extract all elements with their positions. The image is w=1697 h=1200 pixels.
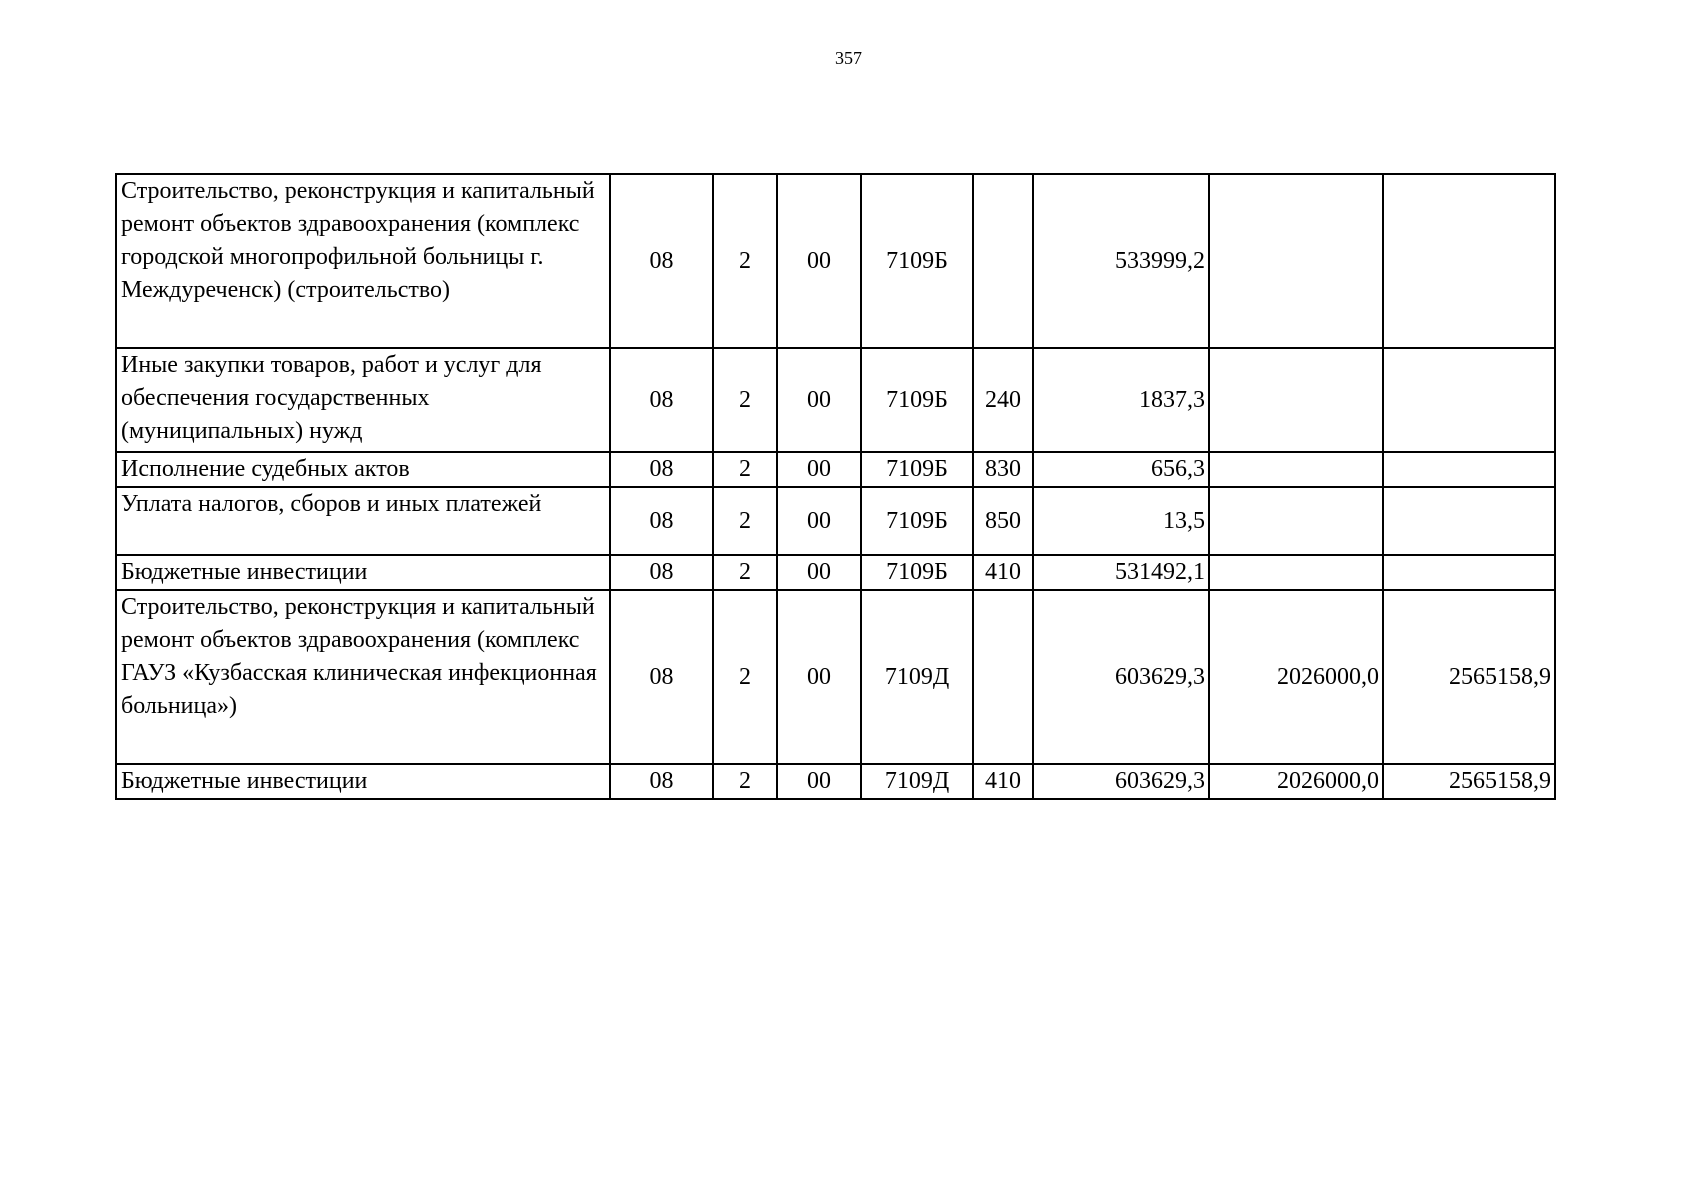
row-subsection-code: 2 xyxy=(713,487,777,555)
table-row xyxy=(116,764,1555,799)
row-amount-3: 2565158,9 xyxy=(1383,590,1555,764)
row-amount-3: 2565158,9 xyxy=(1383,764,1555,799)
row-amount-2 xyxy=(1209,348,1383,452)
row-section-code: 08 xyxy=(610,764,713,799)
row-target-code: 7109Д xyxy=(861,764,973,799)
table-row xyxy=(116,590,1555,764)
row-target-code: 7109Д xyxy=(861,590,973,764)
row-subsection-code: 2 xyxy=(713,348,777,452)
row-amount-1: 13,5 xyxy=(1033,487,1209,555)
row-expense-type xyxy=(973,590,1033,764)
row-amount-3 xyxy=(1383,452,1555,487)
row-target-code: 7109Б xyxy=(861,174,973,348)
row-name: Бюджетные инвестиции xyxy=(116,555,610,590)
row-section-code: 08 xyxy=(610,487,713,555)
page-number: 357 xyxy=(835,48,862,68)
row-subsection-code: 2 xyxy=(713,590,777,764)
row-expense-type: 410 xyxy=(973,764,1033,799)
row-expense-type: 240 xyxy=(973,348,1033,452)
row-amount-1: 533999,2 xyxy=(1033,174,1209,348)
row-name: Бюджетные инвестиции xyxy=(116,764,610,799)
row-amount-1: 603629,3 xyxy=(1033,764,1209,799)
row-amount-3 xyxy=(1383,174,1555,348)
row-expense-type: 410 xyxy=(973,555,1033,590)
row-expense-type: 850 xyxy=(973,487,1033,555)
row-amount-1: 531492,1 xyxy=(1033,555,1209,590)
row-amount-1: 1837,3 xyxy=(1033,348,1209,452)
row-program-code: 00 xyxy=(777,487,861,555)
row-section-code: 08 xyxy=(610,174,713,348)
row-name: Строительство, реконструкция и капитальный ремонт объектов здравоохранения (комплекс городской многопрофильной больницы г. Междуреченск) (строительство) xyxy=(116,174,610,348)
row-section-code: 08 xyxy=(610,348,713,452)
row-section-code: 08 xyxy=(610,590,713,764)
row-target-code: 7109Б xyxy=(861,348,973,452)
row-amount-1: 656,3 xyxy=(1033,452,1209,487)
row-subsection-code: 2 xyxy=(713,452,777,487)
budget-table xyxy=(115,173,1556,800)
row-program-code: 00 xyxy=(777,764,861,799)
row-amount-3 xyxy=(1383,555,1555,590)
row-program-code: 00 xyxy=(777,452,861,487)
row-amount-2 xyxy=(1209,487,1383,555)
row-program-code: 00 xyxy=(777,590,861,764)
row-amount-1: 603629,3 xyxy=(1033,590,1209,764)
row-name: Строительство, реконструкция и капитальный ремонт объектов здравоохранения (комплекс ГАУЗ «Кузбасская клиническая инфекционная больница») xyxy=(116,590,610,764)
row-section-code: 08 xyxy=(610,452,713,487)
row-amount-2 xyxy=(1209,555,1383,590)
row-program-code: 00 xyxy=(777,174,861,348)
row-target-code: 7109Б xyxy=(861,487,973,555)
row-expense-type xyxy=(973,174,1033,348)
row-program-code: 00 xyxy=(777,555,861,590)
table-row xyxy=(116,174,1555,348)
row-amount-2: 2026000,0 xyxy=(1209,590,1383,764)
table-row xyxy=(116,348,1555,452)
row-amount-2: 2026000,0 xyxy=(1209,764,1383,799)
row-amount-2 xyxy=(1209,174,1383,348)
row-program-code: 00 xyxy=(777,348,861,452)
row-amount-3 xyxy=(1383,487,1555,555)
row-name: Исполнение судебных актов xyxy=(116,452,610,487)
row-name: Уплата налогов, сборов и иных платежей xyxy=(116,487,610,555)
row-section-code: 08 xyxy=(610,555,713,590)
table-row xyxy=(116,452,1555,487)
table-row xyxy=(116,487,1555,555)
row-amount-2 xyxy=(1209,452,1383,487)
row-expense-type: 830 xyxy=(973,452,1033,487)
row-subsection-code: 2 xyxy=(713,174,777,348)
row-target-code: 7109Б xyxy=(861,555,973,590)
row-target-code: 7109Б xyxy=(861,452,973,487)
row-subsection-code: 2 xyxy=(713,555,777,590)
row-amount-3 xyxy=(1383,348,1555,452)
row-name: Иные закупки товаров, работ и услуг для обеспечения государственных (муниципальных) нужд xyxy=(116,348,610,452)
row-subsection-code: 2 xyxy=(713,764,777,799)
table-row xyxy=(116,555,1555,590)
